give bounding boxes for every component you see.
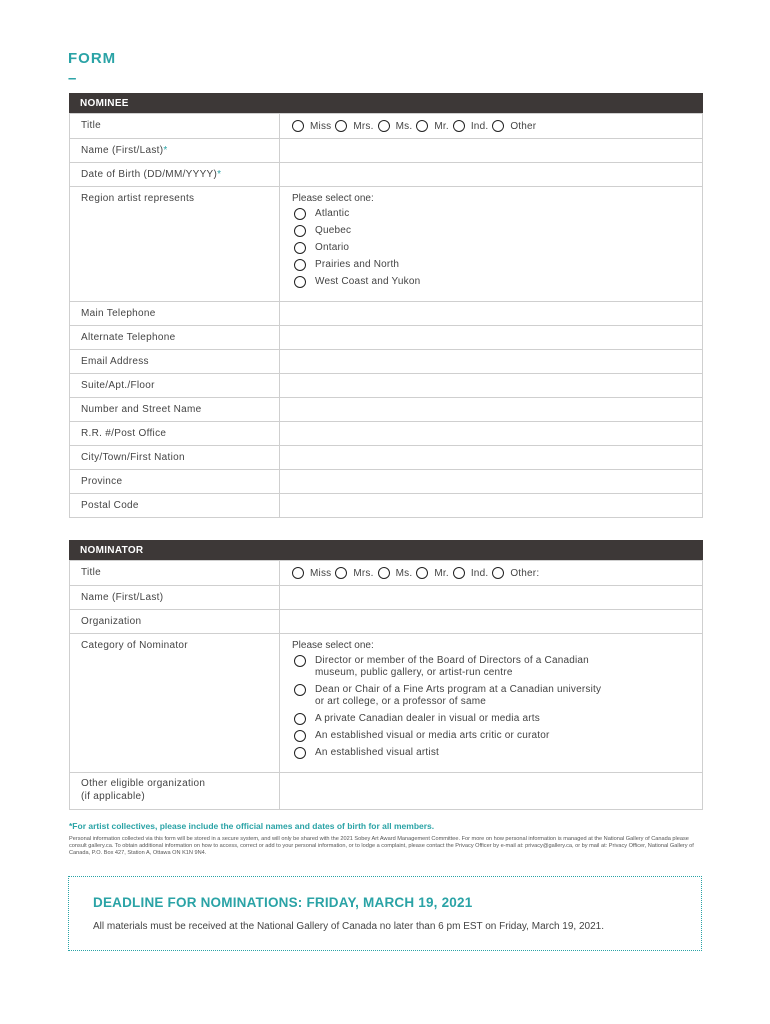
radio-icon[interactable] bbox=[378, 120, 390, 132]
collectives-note: *For artist collectives, please include the official names and dates of birth for all members. bbox=[69, 821, 435, 831]
nominee-title-mrs[interactable]: Mrs. bbox=[335, 120, 373, 132]
nominee-dob-field[interactable] bbox=[280, 163, 703, 187]
region-quebec[interactable]: Quebec bbox=[294, 225, 696, 237]
radio-icon[interactable] bbox=[294, 225, 306, 237]
region-atlantic[interactable]: Atlantic bbox=[294, 208, 696, 220]
nominee-region-options bbox=[280, 187, 703, 302]
privacy-notice: Personal information collected via this form will be stored in a secure system, and will only be shared with the 2021 Sobey Art Award Management Committee. For more on how personal information is managed at the National Gallery of Canada please consult gallery.ca. To obtain additional information on how to access, correct or add to your personal information, or to lodge a complaint, please contact the Privacy Officer by e-mail at: privacy@gallery.ca, or by mail at: Privacy Officer, National Gallery of Canada, P.O. Box 427, Station A, Ottawa ON K1N 9N4. bbox=[69, 836, 694, 856]
nominee-header: NOMINEE bbox=[69, 93, 703, 113]
nominator-title-mrs[interactable]: Mrs. bbox=[335, 567, 373, 579]
nominee-alt-telephone-field[interactable] bbox=[280, 326, 703, 350]
nominee-title-ms[interactable]: Ms. bbox=[378, 120, 413, 132]
nominee-title-mr[interactable]: Mr. bbox=[416, 120, 449, 132]
nominee-rr-label: R.R. #/Post Office bbox=[70, 422, 280, 446]
required-mark: * bbox=[163, 145, 168, 156]
nominator-table bbox=[69, 560, 703, 810]
region-west-coast-yukon[interactable]: West Coast and Yukon bbox=[294, 276, 696, 288]
nominator-title-other[interactable]: Other: bbox=[492, 567, 539, 579]
radio-icon[interactable] bbox=[453, 120, 465, 132]
nominee-city-field[interactable] bbox=[280, 446, 703, 470]
nominee-title-options bbox=[280, 114, 703, 139]
nominee-suite-label: Suite/Apt./Floor bbox=[70, 374, 280, 398]
nominee-name-label: Name (First/Last)* bbox=[70, 139, 280, 163]
nominator-category-options bbox=[280, 634, 703, 773]
nominee-postal-code-label: Postal Code bbox=[70, 494, 280, 518]
nominee-city-label: City/Town/First Nation bbox=[70, 446, 280, 470]
radio-icon[interactable] bbox=[294, 730, 306, 742]
radio-icon[interactable] bbox=[294, 684, 306, 696]
category-private-dealer[interactable]: A private Canadian dealer in visual or media arts bbox=[294, 713, 696, 725]
region-prairies-north[interactable]: Prairies and North bbox=[294, 259, 696, 271]
radio-icon[interactable] bbox=[416, 120, 428, 132]
nominee-dob-label: Date of Birth (DD/MM/YYYY)* bbox=[70, 163, 280, 187]
nominee-section bbox=[69, 93, 703, 518]
nominee-title-label: Title bbox=[70, 114, 280, 139]
nominator-name-field[interactable] bbox=[280, 586, 703, 610]
category-prompt: Please select one: bbox=[292, 640, 374, 651]
deadline-title: DEADLINE FOR NOMINATIONS: FRIDAY, MARCH 19, 2021 bbox=[93, 895, 473, 910]
radio-icon[interactable] bbox=[294, 242, 306, 254]
radio-icon[interactable] bbox=[492, 120, 504, 132]
radio-icon[interactable] bbox=[335, 120, 347, 132]
nominee-alt-telephone-label: Alternate Telephone bbox=[70, 326, 280, 350]
nominee-title-miss[interactable]: Miss bbox=[292, 120, 331, 132]
radio-icon[interactable] bbox=[335, 567, 347, 579]
radio-icon[interactable] bbox=[378, 567, 390, 579]
nominee-province-label: Province bbox=[70, 470, 280, 494]
category-established-artist[interactable]: An established visual artist bbox=[294, 747, 696, 759]
nominator-category-label: Category of Nominator bbox=[70, 634, 280, 773]
nominator-organization-field[interactable] bbox=[280, 610, 703, 634]
nominee-street-field[interactable] bbox=[280, 398, 703, 422]
radio-icon[interactable] bbox=[453, 567, 465, 579]
nominator-title-miss[interactable]: Miss bbox=[292, 567, 331, 579]
region-prompt: Please select one: bbox=[292, 193, 374, 204]
nominee-rr-field[interactable] bbox=[280, 422, 703, 446]
nominee-suite-field[interactable] bbox=[280, 374, 703, 398]
nominator-organization-label: Organization bbox=[70, 610, 280, 634]
nominator-title-mr[interactable]: Mr. bbox=[416, 567, 449, 579]
radio-icon[interactable] bbox=[294, 655, 306, 667]
radio-icon[interactable] bbox=[292, 120, 304, 132]
category-critic-curator[interactable]: An established visual or media arts critic or curator bbox=[294, 730, 696, 742]
nominee-province-field[interactable] bbox=[280, 470, 703, 494]
deadline-text: All materials must be received at the National Gallery of Canada no later than 6 pm EST on Friday, March 19, 2021. bbox=[93, 921, 605, 932]
nominator-title-options bbox=[280, 561, 703, 586]
required-mark: * bbox=[217, 169, 222, 180]
category-director-board[interactable]: Director or member of the Board of Directors of a Canadian museum, public gallery, or artist-run centre bbox=[294, 655, 696, 679]
nominator-header: NOMINATOR bbox=[69, 540, 703, 560]
radio-icon[interactable] bbox=[292, 567, 304, 579]
nominee-main-telephone-label: Main Telephone bbox=[70, 302, 280, 326]
form-title: FORM bbox=[68, 50, 117, 67]
nominee-name-field[interactable] bbox=[280, 139, 703, 163]
radio-icon[interactable] bbox=[492, 567, 504, 579]
nominator-title-label: Title bbox=[70, 561, 280, 586]
nominator-other-org-field[interactable] bbox=[280, 773, 703, 810]
nominee-region-label: Region artist represents bbox=[70, 187, 280, 302]
radio-icon[interactable] bbox=[294, 747, 306, 759]
nominator-title-ind[interactable]: Ind. bbox=[453, 567, 488, 579]
form-title-dash: – bbox=[68, 70, 77, 87]
deadline-box bbox=[68, 876, 702, 951]
nominee-postal-code-field[interactable] bbox=[280, 494, 703, 518]
radio-icon[interactable] bbox=[416, 567, 428, 579]
radio-icon[interactable] bbox=[294, 276, 306, 288]
nominee-title-row bbox=[70, 114, 703, 139]
category-dean-chair[interactable]: Dean or Chair of a Fine Arts program at a Canadian university or art college, or a professor of same bbox=[294, 684, 696, 708]
nominee-street-label: Number and Street Name bbox=[70, 398, 280, 422]
nominee-email-label: Email Address bbox=[70, 350, 280, 374]
nominator-other-org-label: Other eligible organization (if applicable) bbox=[70, 773, 280, 810]
radio-icon[interactable] bbox=[294, 713, 306, 725]
region-ontario[interactable]: Ontario bbox=[294, 242, 696, 254]
nominee-title-other[interactable]: Other bbox=[492, 120, 536, 132]
radio-icon[interactable] bbox=[294, 259, 306, 271]
nominator-name-label: Name (First/Last) bbox=[70, 586, 280, 610]
nominee-table bbox=[69, 113, 703, 518]
nominator-section bbox=[69, 540, 703, 810]
nominee-email-field[interactable] bbox=[280, 350, 703, 374]
radio-icon[interactable] bbox=[294, 208, 306, 220]
nominator-title-ms[interactable]: Ms. bbox=[378, 567, 413, 579]
nominee-main-telephone-field[interactable] bbox=[280, 302, 703, 326]
nominee-title-ind[interactable]: Ind. bbox=[453, 120, 488, 132]
